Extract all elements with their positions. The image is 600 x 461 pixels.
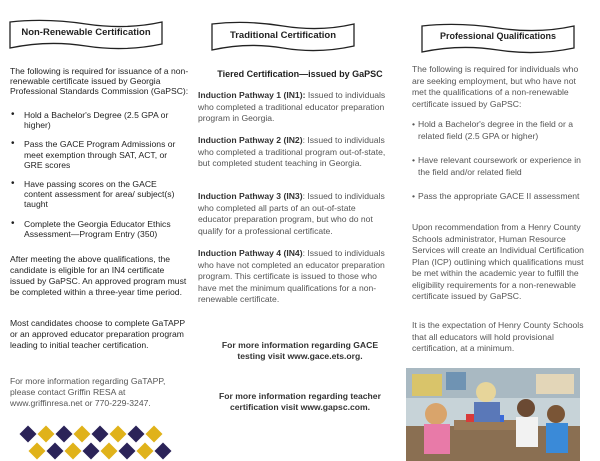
list-item: • Hold a Bachelor's degree in the field or a related field (2.5 GPA or higher) [412,119,573,141]
left-after-paragraph: After meeting the above qualifications, the candidate is eligible for an IN4 certificate issued by GaPSC. An approved program must be completed within a three-year time period. [10,254,187,297]
certification-info: For more information regarding teacher certification visit www.gapsc.com. [219,391,381,412]
non-renewable-banner [6,18,166,52]
diamond-shape [155,443,172,460]
list-item: • Pass the appropriate GACE II assessment [412,191,580,201]
list-item: • Have passing scores on the GACE content assessment for area/ subject(s) taught [11,178,175,210]
diamond-shape [20,426,37,443]
diamond-shape [137,443,154,460]
professional-banner [418,22,578,56]
pathway-3: Induction Pathway 3 (IN3): Issued to individuals who completed all parts of an out-of-state educator preparation program, but who do not qualify for a professional certificate. [198,191,385,236]
right-expectation-paragraph: It is the expectation of Henry County Schools that all educators will hold provisional certification, at a minimum. [412,320,584,353]
list-item: • Hold a Bachelor's Degree (2.5 GPA or higher) [11,109,169,131]
diamond-shape [128,426,145,443]
pathway-4: Induction Pathway 4 (IN4): Issued to individuals who have not completed an educator preparation program. This certificate is issued to those who have met the minimum qualifications for a non-renewable certificate. [198,248,385,304]
pathway-1: Induction Pathway 1 (IN1): Issued to individuals who completed a traditional educator preparation program in Georgia. [198,90,386,123]
list-item: • Complete the Georgia Educator Ethics Assessment—Program Entry (350) [11,217,171,239]
diamond-shape [92,426,109,443]
left-most-paragraph: Most candidates choose to complete GaTAPP or an approved educator preparation program leading to initial teacher certification. [10,318,185,350]
gace-info: For more information regarding GACE testing visit www.gace.ets.org. [221,340,379,361]
classroom-illustration [406,368,580,461]
diamond-shape [65,443,82,460]
diamond-shape [47,443,64,460]
list-item: • Have relevant coursework or experience in the field and/or related field [412,155,581,177]
diamond-shape [110,426,127,443]
left-panel [0,0,198,461]
right-requirements-list [412,118,592,214]
tiered-heading: Tiered Certification—issued by GaPSC [217,69,383,79]
diamond-shape [56,426,73,443]
diamond-shape [101,443,118,460]
list-item: • Pass the GACE Program Admissions or meet exemption through SAT, ACT, or GRE scores [11,138,176,170]
banner-title: Non-Renewable Certification [21,27,151,38]
classroom-photo [406,368,580,461]
diamond-shape [119,443,136,460]
diamond-shape [74,426,91,443]
diamond-shape [146,426,163,443]
diamond-shape [38,426,55,443]
left-requirements-list [10,110,186,248]
left-intro: The following is required for issuance of a non-renewable certificate issued by Georgia Professional Standards Commission (GaPSC): [10,66,189,96]
pathway-2: Induction Pathway 2 (IN2): Issued to individuals who completed a traditional program out-of-state, but completed student teaching in Georgia. [198,135,386,168]
right-intro: The following is required for individuals who are seeking employment, but who have not met the qualifications of a non-renewable certificate issued by GaPSC: [412,64,579,109]
left-contact-paragraph: For more information regarding GaTAPP, please contact Griffin RESA at www.griffinresa.net or 770-229-3247. [10,376,166,408]
traditional-banner [208,20,358,54]
banner-title: Professional Qualifications [439,31,557,41]
banner-title: Traditional Certification [229,30,337,41]
diamond-shape [29,443,46,460]
diamond-pattern [20,426,180,461]
diamond-shape [83,443,100,460]
right-upon-paragraph: Upon recommendation from a Henry County Schools administrator, Human Resource Services will create an Individual Certification Plan (ICP) outlining which qualifications must be met within the academic year to fulfill the eligibility requirements for a non-renewable certificate issued by GaPSC. [412,222,584,301]
middle-panel [198,0,402,461]
